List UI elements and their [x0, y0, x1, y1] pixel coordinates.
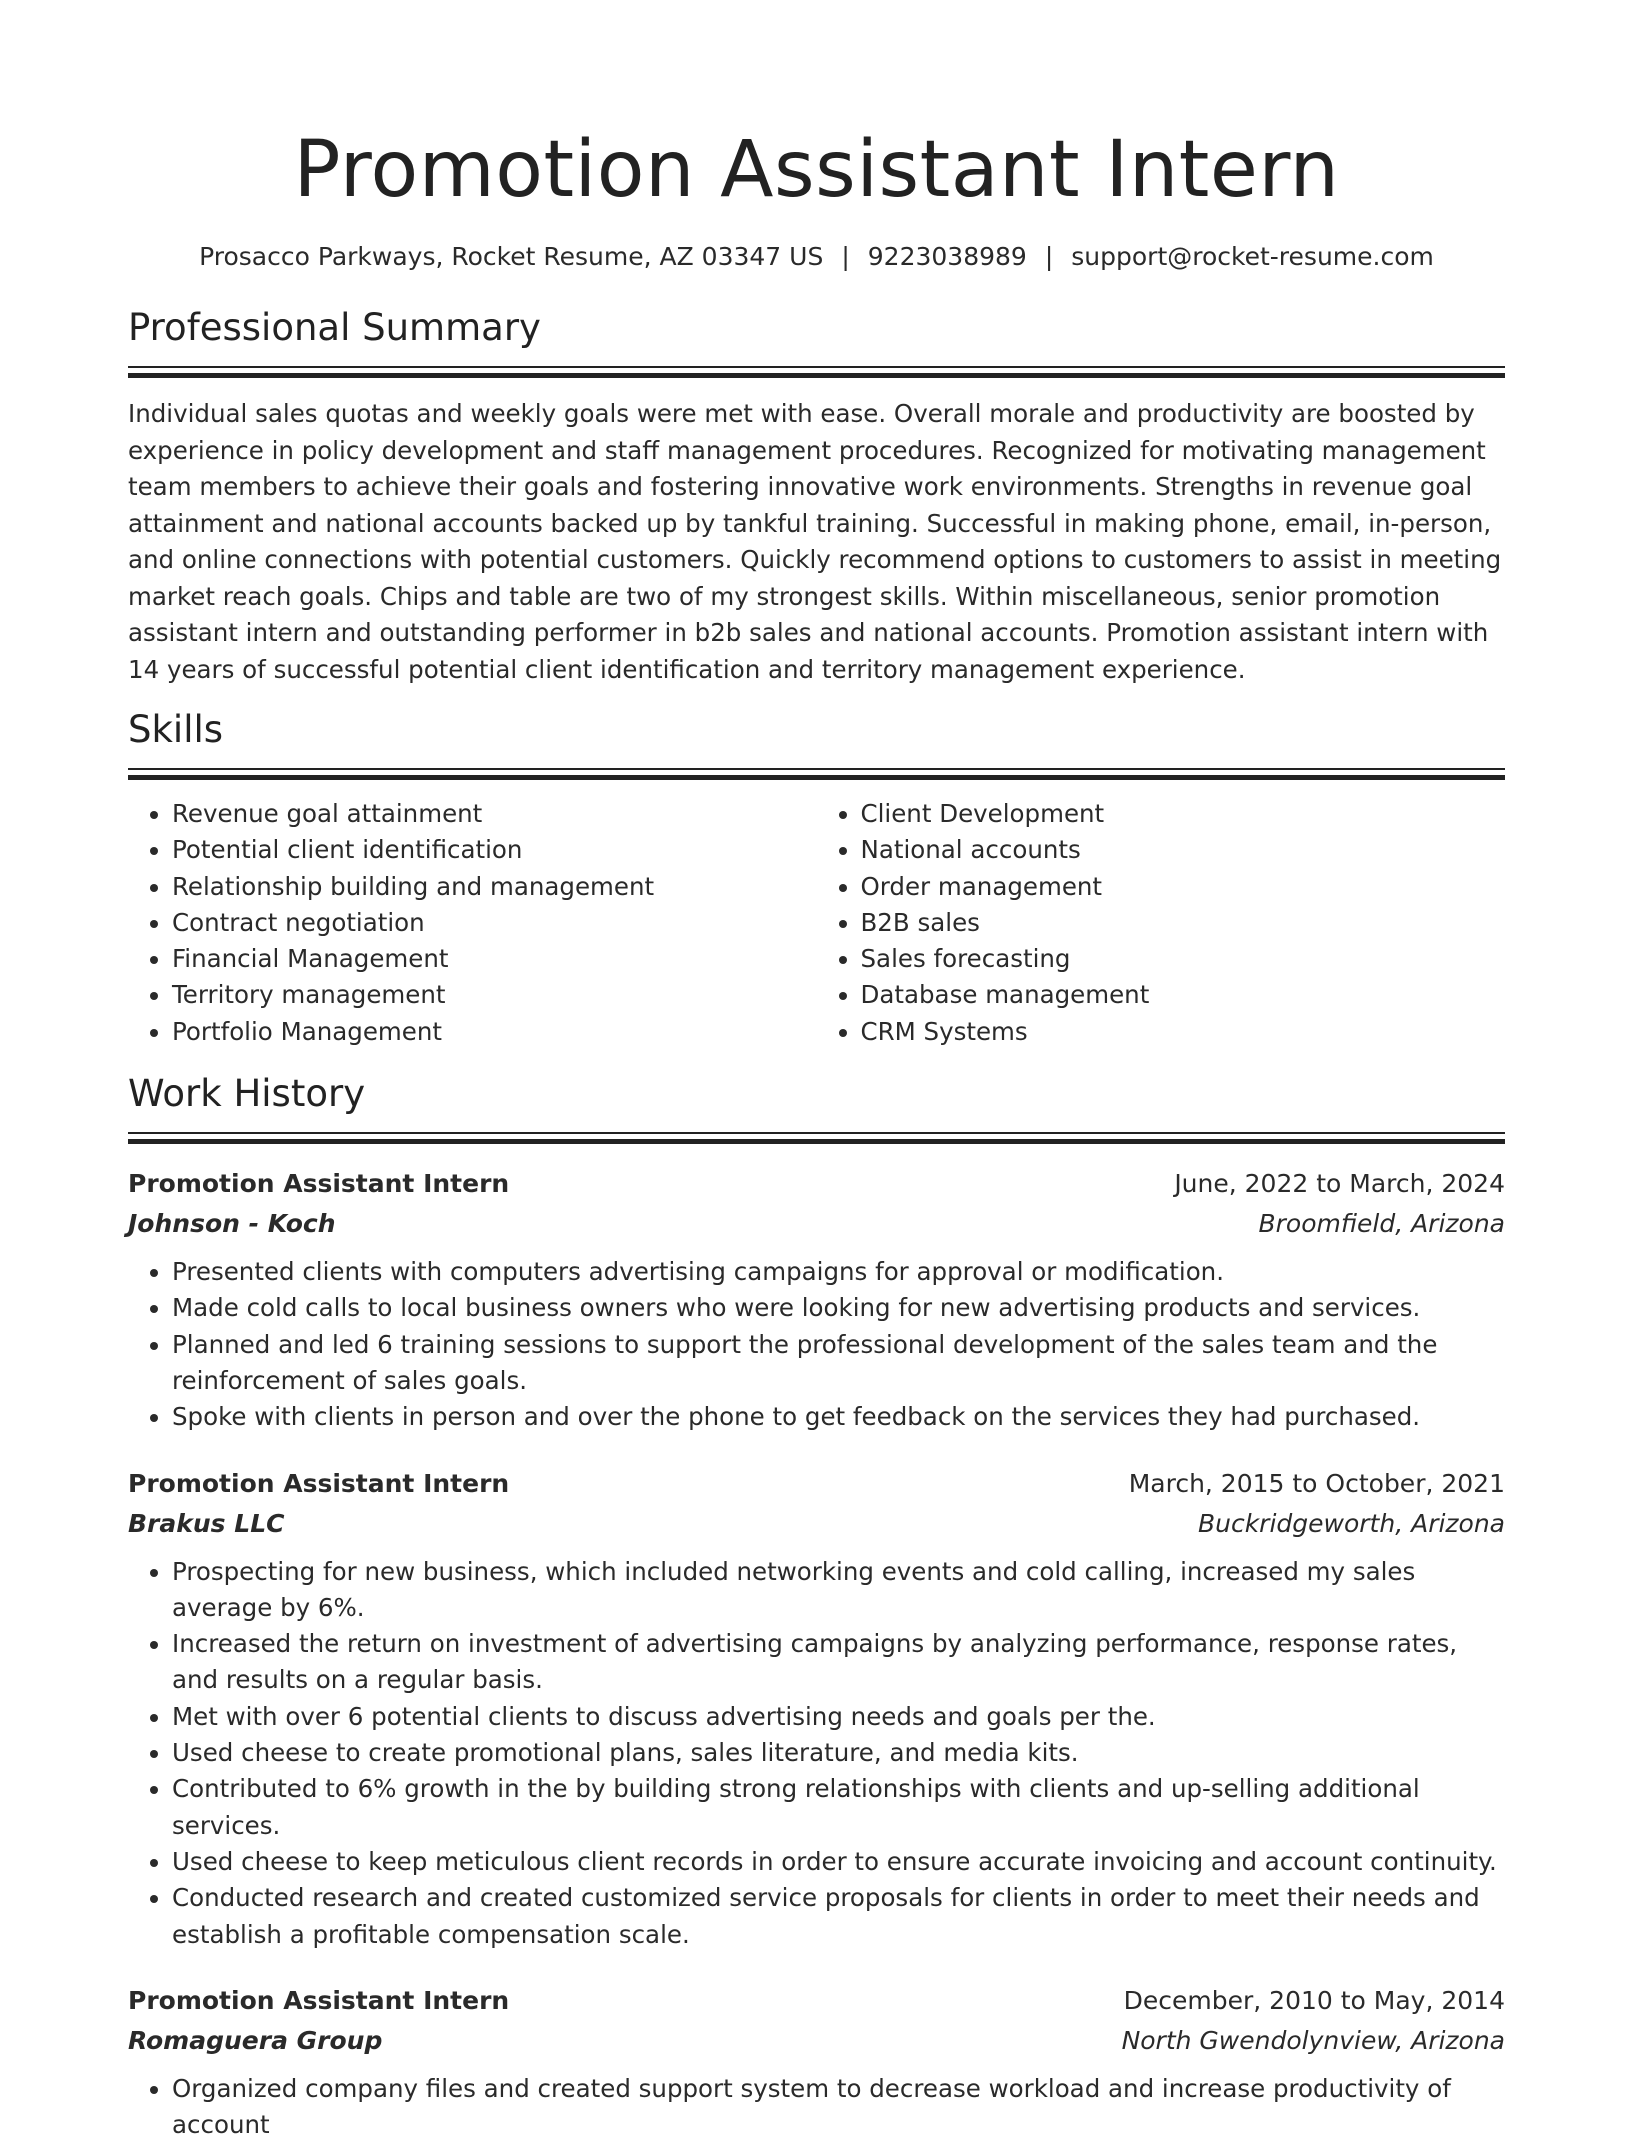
skill-item: • National accounts	[861, 832, 1506, 868]
job-title: Promotion Assistant Intern	[128, 1169, 510, 1199]
job-bullets	[128, 1554, 1505, 1953]
skill-item: • Client Development	[861, 796, 1506, 832]
job-bullet: • Used cheese to keep meticulous client records in order to ensure accurate invoicing and account continuity.	[172, 1844, 1505, 1880]
job-bullet: • Organized company files and created support system to decrease workload and increase productivity of account	[172, 2071, 1505, 2143]
skill-item: • Database management	[861, 977, 1506, 1013]
job-heading-row	[128, 1464, 1505, 1504]
skill-item: • Potential client identification	[172, 832, 817, 868]
job-heading-row	[128, 1981, 1505, 2021]
job-entry	[128, 1464, 1505, 1953]
job-bullet: • Met with over 6 potential clients to discuss advertising needs and goals per the.	[172, 1699, 1505, 1735]
contact-email: support@rocket-resume.com	[1071, 242, 1434, 271]
skill-item: • B2B sales	[861, 905, 1506, 941]
job-company: Brakus LLC	[128, 1508, 285, 1538]
job-company: Johnson - Koch	[128, 1209, 336, 1239]
job-dates: December, 2010 to May, 2014	[1123, 1985, 1505, 2015]
job-title: Promotion Assistant Intern	[128, 1985, 510, 2015]
job-bullet: • Planned and led 6 training sessions to support the professional development of the sales team and the reinforcement of sales goals.	[172, 1327, 1505, 1400]
section-divider	[128, 366, 1505, 378]
job-bullet: • Presented clients with computers advertising campaigns for approval or modification.	[172, 1254, 1505, 1290]
contact-address: Prosacco Parkways, Rocket Resume, AZ 03347 US	[199, 242, 824, 271]
job-bullet: • Contributed to 6% growth in the by building strong relationships with clients and up-selling additional services.	[172, 1771, 1505, 1844]
skill-item: • CRM Systems	[861, 1014, 1506, 1050]
job-bullet: • Conducted research and created customized service proposals for clients in order to meet their needs and establish a profitable compensation scale.	[172, 1880, 1505, 1953]
contact-line	[128, 240, 1505, 274]
job-entry	[128, 1981, 1505, 2143]
skills-columns	[128, 796, 1505, 1050]
skill-item: • Contract negotiation	[172, 905, 817, 941]
skill-item: • Revenue goal attainment	[172, 796, 817, 832]
job-location: Buckridgeworth, Arizona	[1197, 1508, 1505, 1538]
job-bullet: • Used cheese to create promotional plans, sales literature, and media kits.	[172, 1735, 1505, 1771]
job-company: Romaguera Group	[128, 2025, 383, 2055]
skill-item: • Sales forecasting	[861, 941, 1506, 977]
section-divider	[128, 1132, 1505, 1144]
skills-list-left	[128, 796, 817, 1050]
summary-text: Individual sales quotas and weekly goals were met with ease. Overall morale and productivity are boosted by experience in policy development and staff management procedures. Recognized for motivating management team members to achieve their goals and fostering innovative work environments. Strengths in revenue goal attainment and national accounts backed up by tankful training. Successful in making phone, email, in-person, and online connections with potential customers. Quickly recommend options to customers to assist in meeting market reach goals. Chips and table are two of my strongest skills. Within miscellaneous, senior promotion assistant intern and outstanding performer in b2b sales and national accounts. Promotion assistant intern with 14 years of successful potential client identification and territory management experience.	[128, 399, 1502, 684]
job-heading-row	[128, 1164, 1505, 1204]
skill-item: • Territory management	[172, 977, 817, 1013]
contact-separator: |	[841, 242, 850, 271]
job-bullets	[128, 1254, 1505, 1435]
section-divider	[128, 768, 1505, 780]
section-title-work-history: Work History	[128, 1072, 366, 1116]
candidate-name: Promotion Assistant Intern	[293, 125, 1340, 215]
job-location: Broomfield, Arizona	[1258, 1209, 1505, 1239]
skill-item: • Financial Management	[172, 941, 817, 977]
section-title-skills: Skills	[128, 708, 224, 751]
job-employer-row	[128, 1504, 1505, 1544]
contact-phone: 9223038989	[867, 242, 1027, 271]
job-bullet: • Increased the return on investment of advertising campaigns by analyzing performance, response rates, and results on a regular basis.	[172, 1626, 1505, 1699]
summary-section	[128, 304, 1505, 688]
work-history-section	[128, 1070, 1505, 2143]
job-entry	[128, 1164, 1505, 1435]
skills-list-right	[817, 796, 1506, 1050]
job-dates: March, 2015 to October, 2021	[1128, 1468, 1505, 1498]
skill-item: • Relationship building and management	[172, 869, 817, 905]
skill-item: • Order management	[861, 869, 1506, 905]
job-employer-row	[128, 2021, 1505, 2061]
job-title: Promotion Assistant Intern	[128, 1468, 510, 1498]
job-employer-row	[128, 1204, 1505, 1244]
job-dates: June, 2022 to March, 2024	[1174, 1169, 1505, 1199]
section-title-summary: Professional Summary	[128, 306, 541, 349]
job-bullet: • Made cold calls to local business owners who were looking for new advertising products and services.	[172, 1290, 1505, 1326]
job-location: North Gwendolynview, Arizona	[1121, 2025, 1505, 2055]
job-bullet: • Spoke with clients in person and over the phone to get feedback on the services they had purchased.	[172, 1399, 1505, 1435]
job-bullet: • Prospecting for new business, which included networking events and cold calling, increased my sales average by 6%.	[172, 1554, 1505, 1627]
job-bullets	[128, 2071, 1505, 2143]
skill-item: • Portfolio Management	[172, 1014, 817, 1050]
skills-section	[128, 706, 1505, 1050]
contact-separator: |	[1044, 242, 1054, 271]
